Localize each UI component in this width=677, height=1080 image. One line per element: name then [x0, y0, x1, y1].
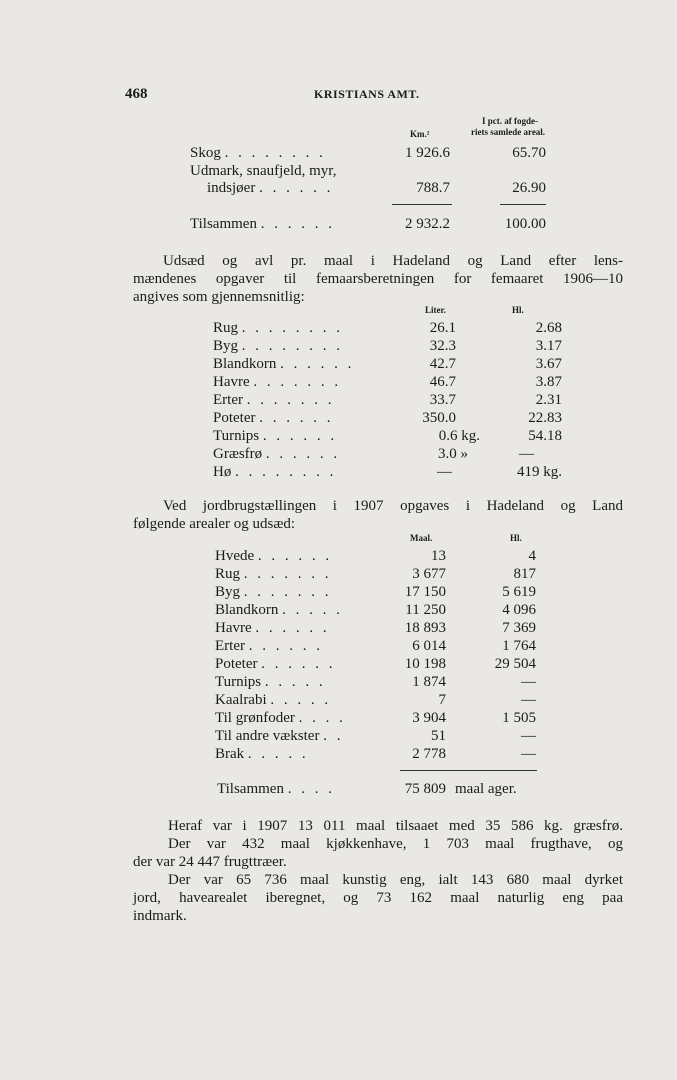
total-label: Tilsammen . . . . . . — [190, 216, 335, 232]
pct-header-line2: riets samlede areal. — [471, 127, 546, 137]
sum-rule — [400, 770, 537, 771]
sum-rule — [392, 204, 452, 205]
table-row-value: 788.7 — [416, 180, 450, 196]
table-row-label: indsjøer . . . . . . — [207, 180, 334, 196]
table-row-pct: 26.90 — [512, 180, 546, 196]
table-row-pct: 65.70 — [512, 145, 546, 161]
pct-header-line1: I pct. af fogde- — [482, 116, 538, 126]
total-pct: 100.00 — [504, 216, 546, 232]
total-value: 2 932.2 — [405, 216, 450, 232]
table-row-value: 1 926.6 — [405, 145, 450, 161]
running-title: KRISTIANS AMT. — [314, 87, 420, 101]
maal-header: Maal. — [410, 533, 433, 543]
total-unit: maal ager. — [455, 781, 517, 797]
table-row-label: Udmark, snaufjeld, myr, — [190, 163, 337, 179]
hl-header: Hl. — [510, 533, 522, 543]
paragraph-heraf: Heraf var i 1907 13 011 maal tilsaaet med 35 586 kg. græsfrø. Der var 432 maal kjøkkenhave, 1 703 maal frugthave, og der var 24 447 frugttræer. Der var 65 736 maal kunstig eng, ialt 143 680 maal dyrket jord, havearealet iberegnet, og 73 162 maal naturlig eng paa indmark. — [133, 818, 623, 924]
page-number: 468 — [125, 86, 148, 102]
total-label: Tilsammen . . . . — [217, 781, 335, 797]
paragraph-udsaed: Udsæd og avl pr. maal i Hadeland og Land efter lens- mændenes opgaver til femaarsberetningen for femaaret 1906—10 angives som gjennemsnitlig: — [133, 253, 623, 305]
table-row-label: Skog . . . . . . . . — [190, 145, 326, 161]
km2-header: Km.² — [410, 129, 430, 139]
liter-header: Liter. — [425, 305, 446, 315]
sum-rule — [500, 204, 546, 205]
hl-header: Hl. — [512, 305, 524, 315]
paragraph-jordbrugstaelling: Ved jordbrugstællingen i 1907 opgaves i Hadeland og Land følgende arealer og udsæd: — [133, 498, 623, 532]
total-value: 75 809 — [404, 781, 446, 797]
document-page: 468 KRISTIANS AMT. Km.² I pct. af fogde- riets samlede areal. Skog . . . . . . . . 1 926.6 65.70 Udmark, snaufjeld, myr, indsjøer . . . . . . 788.7 26.90 Tilsammen . . . . . . 2 932.2 100.00 Udsæd og avl pr. maal i Hadeland og Land efter lens- mændenes opgaver til femaarsberetningen for femaaret 1906—10 angives som gjennemsnitlig: Liter. Hl. Rug . . . . . . . . 26.1 2.68 Byg . . . . . . . . 32.3 3.17 Blandkorn . . . . . . 42.7 3.67 Havre . . . . . . . 46.7 3.87 Erter . . . . . . . 33.7 2.31 Poteter . . . . . . 350.0 22.83 Turnips . . . . . . 0.6 kg. 54.18 Græsfrø . . . . . . 3.0 » — Hø . . . . . . . . — 419 kg. Ved jordbrugstællingen i 1907 opgaves i Hadeland og Land følgende arealer og udsæd: Maal. Hl. Hvede . . . . . . 13 4 Rug . . . . . . . 3 677 817 Byg . . . . . . . 17 150 5 619 Blandkorn . . . . . 11 250 4 096 Havre . . . . . . 18 893 7 369 Erter . . . . . . 6 014 1 764 Poteter . . . . . . 10 198 29 504 Turnips . . . . . 1 874 — Kaalrabi . . . . . 7 — Til grønfoder . . . . 3 904 1 505 Til andre vækster . . 51 — Brak . . . . . 2 778 — Tilsammen . . . . 75 809 maal ager. Heraf var i 1907 13 011 maal tilsaaet med 35 586 kg. græsfrø. Der var 432 maal kjøkkenhave, 1 703 maal frugthave, og der var 24 447 frugttræer. Der var 65 736 maal kunstig eng, ialt 143 680 maal dyrket jord, havearealet iberegnet, og 73 162 maal naturlig eng paa indmark. — [125, 86, 623, 924]
